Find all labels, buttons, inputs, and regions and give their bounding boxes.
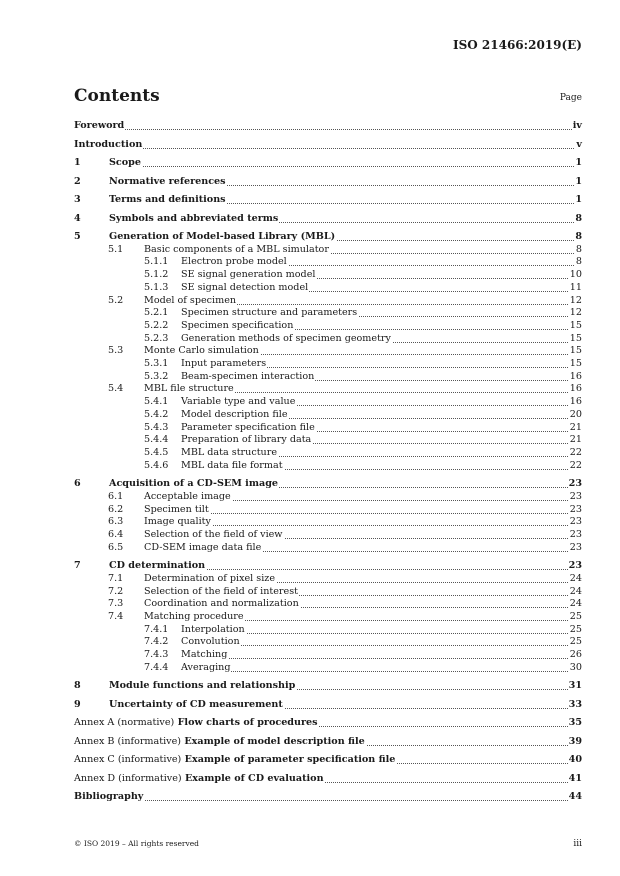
toc-entry-page: 26 bbox=[569, 649, 582, 660]
toc-entry-page: 31 bbox=[568, 680, 582, 692]
toc-entry-number: 5.1.1 bbox=[144, 256, 169, 268]
toc-entry[interactable] bbox=[74, 307, 582, 319]
toc-entry-number: 5.3.1 bbox=[144, 358, 169, 369]
toc-entry-title: CD determination bbox=[109, 560, 206, 572]
toc-entry-title: CD-SEM image data file bbox=[144, 541, 262, 553]
toc-entry[interactable] bbox=[74, 320, 582, 332]
toc-entry-number: 6.2 bbox=[108, 503, 124, 515]
toc-entry-page: 25 bbox=[569, 610, 582, 622]
toc-entry-number: 5.4.1 bbox=[144, 396, 169, 408]
toc-entry-number: 2 bbox=[74, 175, 81, 187]
toc-entry-page: 21 bbox=[569, 421, 582, 433]
toc-entry-number: 5.1 bbox=[108, 243, 124, 255]
toc-entry-title: Input parameters bbox=[181, 358, 267, 369]
toc-entry-page: 8 bbox=[575, 256, 582, 268]
toc-entry-page: 23 bbox=[569, 516, 582, 528]
toc-entry-page: 24 bbox=[569, 572, 582, 584]
toc-entry[interactable] bbox=[74, 383, 582, 395]
toc-entry-title: Normative references bbox=[109, 175, 226, 187]
toc-entry[interactable] bbox=[74, 244, 582, 256]
toc-entry-number: 5.4.5 bbox=[144, 446, 169, 458]
toc-entry-title: Selection of the field of view bbox=[144, 528, 283, 540]
toc-entry[interactable] bbox=[74, 409, 582, 421]
toc-entry[interactable] bbox=[74, 504, 582, 516]
toc-entry-title: Monte Carlo simulation bbox=[144, 345, 259, 357]
toc-entry[interactable] bbox=[74, 773, 582, 785]
toc-entry-page: 23 bbox=[569, 541, 582, 553]
toc-entry-page: 33 bbox=[568, 698, 582, 710]
toc-entry-page: 23 bbox=[568, 560, 582, 572]
toc-entry-number: 5.3.2 bbox=[144, 370, 169, 382]
toc-entry-number: 7 bbox=[74, 560, 81, 572]
toc-entry[interactable] bbox=[74, 139, 582, 151]
toc-entry-page: 15 bbox=[569, 345, 582, 357]
toc-entry-number: 5.4.3 bbox=[144, 421, 169, 433]
toc-entry-title: Parameter specification file bbox=[181, 421, 315, 433]
toc-entry-page: 12 bbox=[569, 307, 582, 319]
toc-entry-title: Bibliography bbox=[74, 791, 144, 803]
toc-entry-number: 1 bbox=[74, 157, 81, 168]
toc-entry-title: Specimen specification bbox=[181, 319, 294, 331]
toc-entry-page: 1 bbox=[575, 194, 582, 205]
toc-entry-title: Determination of pixel size bbox=[144, 572, 275, 584]
toc-entry-title: Uncertainty of CD measurement bbox=[109, 698, 283, 710]
toc-entry-title: SE signal detection model bbox=[181, 281, 309, 293]
toc-entry[interactable] bbox=[74, 754, 582, 766]
toc-entry[interactable] bbox=[74, 699, 582, 711]
toc-entry-title bbox=[74, 717, 319, 729]
toc-entry-number: 4 bbox=[74, 212, 81, 224]
toc-entry-number: 5.2.2 bbox=[144, 319, 169, 331]
toc-entry[interactable] bbox=[74, 120, 582, 132]
toc-entry[interactable] bbox=[74, 736, 582, 748]
toc-entry-title: Introduction bbox=[74, 138, 143, 150]
dot-leader bbox=[181, 671, 582, 672]
toc-entry[interactable] bbox=[74, 295, 582, 307]
toc-entry-title: Matching bbox=[181, 649, 228, 660]
toc-entry-number: 5.1.2 bbox=[144, 269, 169, 281]
toc-entry[interactable] bbox=[74, 662, 582, 674]
page-title: Contents bbox=[74, 86, 160, 106]
toc-entry-title: Electron probe model bbox=[181, 256, 287, 268]
toc-entry[interactable] bbox=[74, 460, 582, 472]
toc-entry-title: Selection of the field of interest bbox=[144, 585, 298, 597]
toc-entry-title bbox=[74, 754, 396, 766]
toc-entry[interactable] bbox=[74, 194, 582, 206]
toc-entry-title: Image quality bbox=[144, 516, 211, 528]
toc-entry-page: 41 bbox=[568, 772, 582, 784]
toc-entry-number: 5.4.4 bbox=[144, 434, 169, 446]
toc-entry-page: 23 bbox=[569, 490, 582, 502]
toc-entry[interactable] bbox=[74, 636, 582, 648]
toc-entry[interactable] bbox=[74, 231, 582, 243]
toc-entry[interactable] bbox=[74, 624, 582, 636]
toc-entry-number: 5.4 bbox=[108, 383, 124, 395]
toc-entry-page: 30 bbox=[569, 661, 582, 673]
toc-entry[interactable] bbox=[74, 176, 582, 188]
toc-entry-page: 25 bbox=[569, 636, 582, 648]
annex-type-label: Annex D (informative) bbox=[74, 772, 182, 784]
toc-entry-page: 23 bbox=[569, 503, 582, 515]
toc-entry-page: 39 bbox=[568, 735, 582, 747]
dot-leader bbox=[74, 800, 582, 801]
toc-entry-page: 16 bbox=[569, 370, 582, 382]
toc-entry-title: Module functions and relationship bbox=[109, 680, 296, 692]
toc-entry-number: 7.4.2 bbox=[144, 636, 169, 648]
toc-entry[interactable] bbox=[74, 371, 582, 383]
toc-entry-page: 15 bbox=[569, 319, 582, 331]
toc-entry-number: 5.2.1 bbox=[144, 307, 169, 319]
toc-entry-page: 20 bbox=[569, 408, 582, 420]
toc-entry-page: 8 bbox=[575, 243, 582, 255]
toc-entry-title: Acquisition of a CD-SEM image bbox=[109, 478, 279, 490]
toc-entry-page: 44 bbox=[568, 791, 582, 803]
toc-entry-page: 12 bbox=[569, 294, 582, 306]
toc-entry-page: 1 bbox=[575, 175, 582, 187]
toc-entry-number: 7.2 bbox=[108, 585, 124, 597]
toc-entry-number: 6.1 bbox=[108, 490, 124, 502]
toc-entry-number: 5.4.6 bbox=[144, 459, 169, 471]
toc-entry-number: 7.4.3 bbox=[144, 649, 169, 660]
toc-entry-page: 22 bbox=[569, 459, 582, 471]
dot-leader bbox=[74, 129, 582, 130]
toc-entry-title: Coordination and normalization bbox=[144, 598, 299, 610]
toc-entry-number: 6.3 bbox=[108, 516, 124, 528]
toc-entry[interactable] bbox=[74, 345, 582, 357]
toc-entry-number: 3 bbox=[74, 194, 81, 205]
toc-entry-number: 5.3 bbox=[108, 345, 124, 357]
annex-type-label: Annex A (normative) bbox=[74, 717, 175, 729]
toc-entry-number: 7.4.1 bbox=[144, 623, 169, 635]
toc-entry-page: v bbox=[576, 138, 582, 150]
toc-entry-title: Beam-specimen interaction bbox=[181, 370, 315, 382]
toc-entry-title: Variable type and value bbox=[181, 396, 296, 408]
toc-entry-page: 10 bbox=[569, 269, 582, 281]
dot-leader bbox=[144, 513, 582, 514]
toc-entry-page: iv bbox=[572, 120, 582, 131]
toc-entry-page: 15 bbox=[569, 358, 582, 369]
toc-entry[interactable] bbox=[74, 717, 582, 729]
toc-entry-number: 5.2 bbox=[108, 294, 124, 306]
toc-entry-page: 22 bbox=[569, 446, 582, 458]
toc-entry[interactable] bbox=[74, 282, 582, 294]
toc-entry-page: 21 bbox=[569, 434, 582, 446]
toc-entry-number: 7.3 bbox=[108, 598, 124, 610]
copyright-notice: © ISO 2019 – All rights reserved bbox=[74, 839, 199, 848]
annex-title: Example of CD evaluation bbox=[185, 772, 324, 784]
toc-entry-title: Foreword bbox=[74, 120, 125, 131]
toc-entry[interactable] bbox=[74, 358, 582, 370]
toc-entry-title: MBL file structure bbox=[144, 383, 234, 395]
toc-entry-page: 25 bbox=[569, 623, 582, 635]
toc-entry-page: 16 bbox=[569, 383, 582, 395]
toc-entry-title: Model of specimen bbox=[144, 294, 237, 306]
toc-entry-title: Averaging bbox=[181, 661, 231, 673]
annex-title: Example of parameter specification file bbox=[184, 754, 396, 766]
toc-entry[interactable] bbox=[74, 434, 582, 446]
toc-entry-number: 6 bbox=[74, 478, 81, 490]
toc-entry[interactable] bbox=[74, 598, 582, 610]
toc-entry-number: 7.4 bbox=[108, 610, 124, 622]
toc-entry-page: 11 bbox=[569, 281, 582, 293]
toc-entry-page: 8 bbox=[575, 212, 582, 224]
toc-entry[interactable] bbox=[74, 529, 582, 541]
toc-entry-number: 5 bbox=[74, 231, 81, 242]
page-number: iii bbox=[573, 839, 582, 849]
toc-entry[interactable] bbox=[74, 611, 582, 623]
toc-entry[interactable] bbox=[74, 516, 582, 528]
toc-entry-number: 8 bbox=[74, 680, 81, 692]
toc-entry-title: Basic components of a MBL simulator bbox=[144, 243, 329, 255]
dot-leader bbox=[181, 658, 582, 659]
toc-entry[interactable] bbox=[74, 791, 582, 803]
toc-entry-title bbox=[74, 773, 325, 785]
toc-entry-page: 15 bbox=[569, 332, 582, 344]
toc-entry[interactable] bbox=[74, 447, 582, 459]
annex-type-label: Annex B (informative) bbox=[74, 735, 182, 747]
toc-entry-number: 5.1.3 bbox=[144, 281, 169, 293]
toc-entry-number: 9 bbox=[74, 698, 81, 710]
toc-entry[interactable] bbox=[74, 213, 582, 225]
toc-entry-page: 8 bbox=[575, 231, 582, 242]
toc-entry[interactable] bbox=[74, 269, 582, 281]
annex-title: Flow charts of procedures bbox=[177, 717, 318, 729]
page-column-label: Page bbox=[559, 93, 582, 103]
toc-entry[interactable] bbox=[74, 422, 582, 434]
toc-entry[interactable] bbox=[74, 542, 582, 554]
toc-entry-title: Generation of Model-based Library (MBL) bbox=[109, 231, 336, 242]
toc-entry-title: Scope bbox=[109, 157, 141, 168]
toc-entry-page: 35 bbox=[568, 717, 582, 729]
toc-entry-page: 1 bbox=[575, 157, 582, 168]
toc-entry[interactable] bbox=[74, 586, 582, 598]
toc-entry[interactable] bbox=[74, 491, 582, 503]
toc-entry[interactable] bbox=[74, 680, 582, 692]
toc-entry-title: Terms and definitions bbox=[109, 194, 226, 205]
toc-entry[interactable] bbox=[74, 256, 582, 268]
toc-entry-title: Matching procedure bbox=[144, 610, 244, 622]
toc-entry-page: 16 bbox=[569, 396, 582, 408]
toc-entry-number: 5.4.2 bbox=[144, 408, 169, 420]
toc-entry-title: Model description file bbox=[181, 408, 288, 420]
toc-entry-page: 24 bbox=[569, 585, 582, 597]
toc-entry[interactable] bbox=[74, 333, 582, 345]
toc-entry[interactable] bbox=[74, 560, 582, 572]
toc-entry-title: Specimen structure and parameters bbox=[181, 307, 358, 319]
toc-entry-number: 7.4.4 bbox=[144, 661, 169, 673]
toc-entry-page: 24 bbox=[569, 598, 582, 610]
toc-entry-title: Preparation of library data bbox=[181, 434, 312, 446]
toc-entry-title: Acceptable image bbox=[144, 490, 231, 502]
annex-type-label: Annex C (informative) bbox=[74, 754, 182, 766]
toc-entry-title: Generation methods of specimen geometry bbox=[181, 332, 391, 344]
toc-entry[interactable] bbox=[74, 478, 582, 490]
toc-entry-title: Convolution bbox=[181, 636, 240, 648]
toc-entry-page: 23 bbox=[569, 528, 582, 540]
dot-leader bbox=[109, 166, 582, 167]
toc-entry-title: SE signal generation model bbox=[181, 269, 316, 281]
toc-entry-title bbox=[74, 736, 366, 748]
toc-entry-title: MBL data structure bbox=[181, 446, 277, 458]
toc-entry[interactable] bbox=[74, 573, 582, 585]
toc-entry-number: 6.5 bbox=[108, 541, 124, 553]
toc-entry-title: MBL data file format bbox=[181, 459, 283, 471]
toc-entry[interactable] bbox=[74, 157, 582, 169]
toc-entry-title: Specimen tilt bbox=[144, 503, 209, 515]
toc-entry-title: Symbols and abbreviated terms bbox=[109, 212, 279, 224]
toc-entry-title: Interpolation bbox=[181, 623, 245, 635]
toc-entry-page: 23 bbox=[568, 478, 582, 490]
toc-entry[interactable] bbox=[74, 396, 582, 408]
document-code: ISO 21466:2019(E) bbox=[453, 38, 582, 52]
annex-title: Example of model description file bbox=[184, 735, 365, 747]
toc-entry[interactable] bbox=[74, 649, 582, 661]
dot-leader bbox=[74, 148, 582, 149]
toc-entry-number: 6.4 bbox=[108, 528, 124, 540]
toc-entry-number: 7.1 bbox=[108, 572, 124, 584]
toc-entry-page: 40 bbox=[568, 754, 582, 766]
dot-leader bbox=[181, 645, 582, 646]
toc-entry-number: 5.2.3 bbox=[144, 332, 169, 344]
